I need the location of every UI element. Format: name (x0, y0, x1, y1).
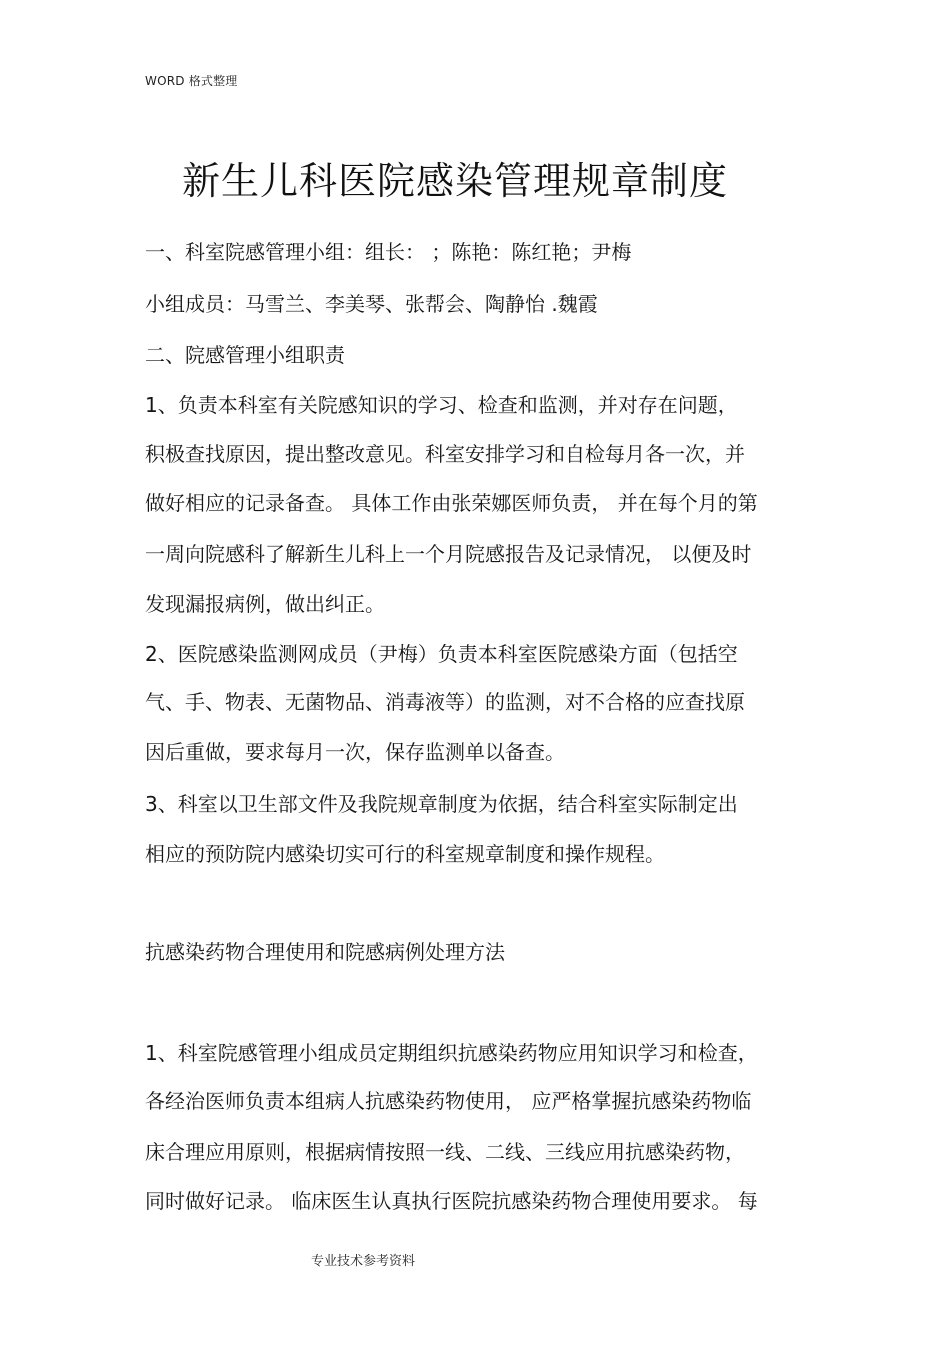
paragraph-line: 各经治医师负责本组病人抗感染药物使用， 应严格掌握抗感染药物临 (145, 1089, 752, 1113)
paragraph-line: 1、负责本科室有关院感知识的学习、检查和监测，并对存在问题， (145, 393, 738, 417)
paragraph-line: 床合理应用原则，根据病情按照一线、二线、三线应用抗感染药物， (145, 1140, 745, 1164)
paragraph-line: 同时做好记录。 临床医生认真执行医院抗感染药物合理使用要求。 每 (145, 1189, 758, 1213)
page-footer: 专业技术参考资料 (311, 1254, 416, 1269)
page-header: WORD 格式整理 (145, 74, 238, 88)
paragraph-line: 一、科室院感管理小组：组长： ；陈艳：陈红艳；尹梅 (145, 240, 632, 264)
paragraph-line: 积极查找原因，提出整改意见。科室安排学习和自检每月各一次，并 (145, 442, 745, 466)
document-title: 新生儿科医院感染管理规章制度 (181, 159, 728, 203)
paragraph-line: 气、手、物表、无菌物品、消毒液等）的监测，对不合格的应查找原 (145, 690, 745, 714)
section-heading: 抗感染药物合理使用和院感病例处理方法 (145, 940, 505, 964)
paragraph-line: 2、医院感染监测网成员（尹梅）负责本科室医院感染方面（包括空 (145, 642, 738, 666)
paragraph-line: 因后重做，要求每月一次，保存监测单以备查。 (145, 740, 565, 764)
paragraph-line: 3、科室以卫生部文件及我院规章制度为依据，结合科室实际制定出 (145, 792, 738, 816)
paragraph-line: 一周向院感科了解新生儿科上一个月院感报告及记录情况， 以便及时 (145, 542, 752, 566)
paragraph-line: 小组成员：马雪兰、李美琴、张帮会、陶静怡 .魏霞 (145, 292, 598, 316)
paragraph-line: 做好相应的记录备查。 具体工作由张荣娜医师负责， 并在每个月的第 (145, 491, 758, 515)
paragraph-line: 发现漏报病例，做出纠正。 (145, 592, 385, 616)
paragraph-line: 1、科室院感管理小组成员定期组织抗感染药物应用知识学习和检查， (145, 1041, 758, 1065)
section-heading: 二、院感管理小组职责 (145, 343, 345, 367)
paragraph-line: 相应的预防院内感染切实可行的科室规章制度和操作规程。 (145, 842, 665, 866)
